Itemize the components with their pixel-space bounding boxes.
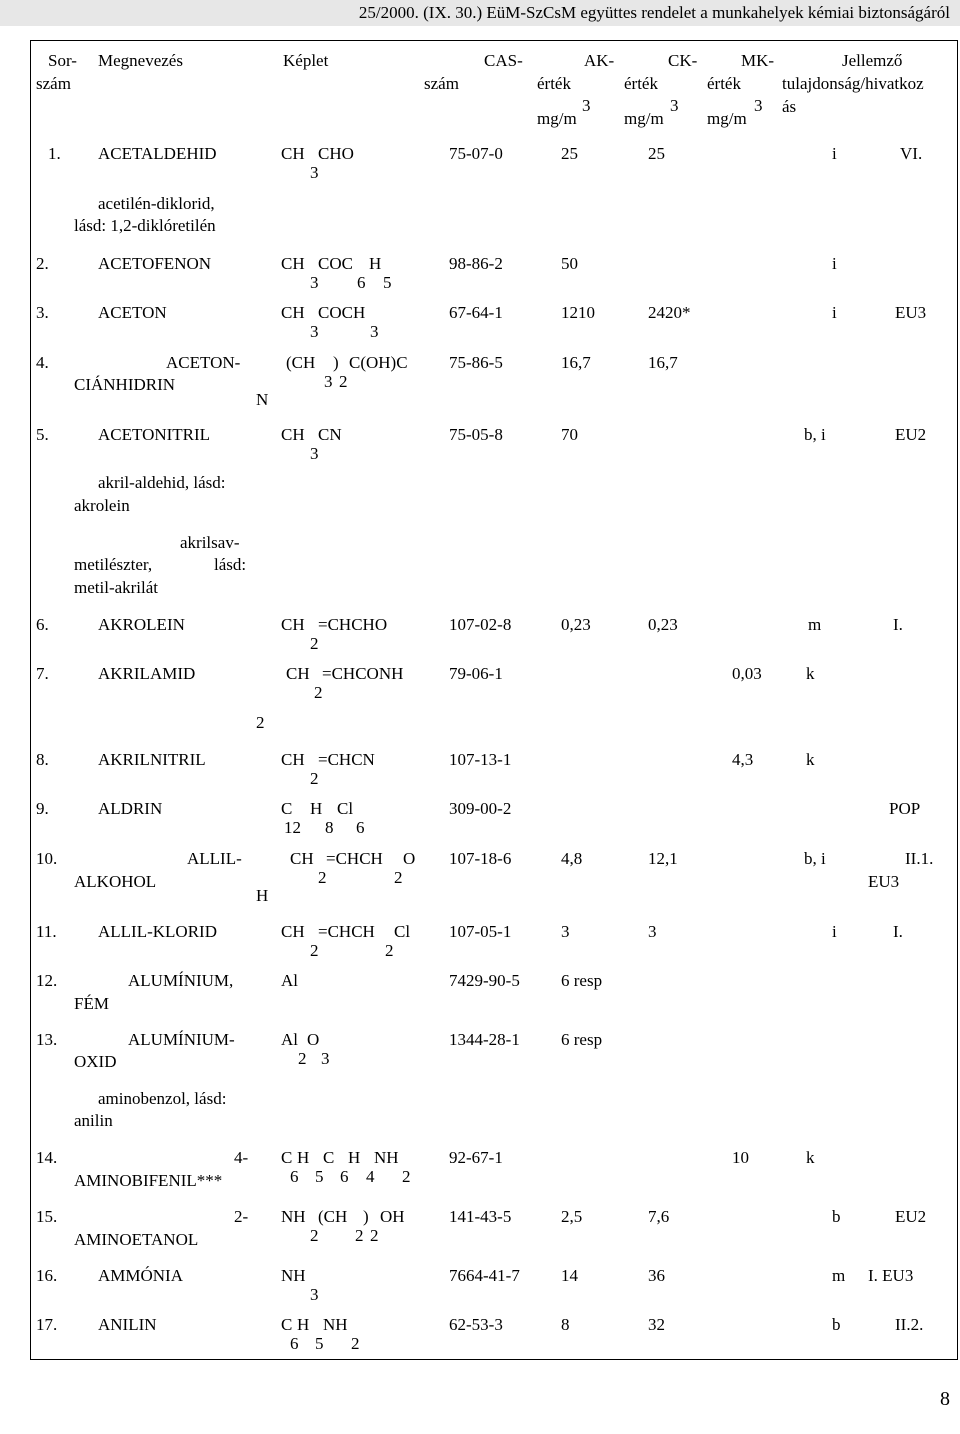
cas-number: 75-05-8 [449,425,503,444]
reference: EU3 [895,303,927,322]
ak-value: 50 [561,254,578,273]
formula-subscript: 2 [351,1334,360,1353]
reference: I. [893,615,903,634]
ak-value: 2,5 [561,1207,583,1226]
formula-part: CH [281,254,305,273]
formula-part: Cl [394,922,411,941]
formula-part: CH [281,303,305,322]
formula-part: C [281,799,293,818]
ak-value: 3 [561,922,570,941]
formula-subscript: 2 [310,769,319,788]
ak-value: 6 resp [561,971,603,990]
mk-value: i [832,303,837,322]
formula-subscript: 6 [357,273,366,292]
substance-name: ACETALDEHID [98,144,217,163]
substance-name: AKROLEIN [98,615,185,634]
formula-part: H [348,1148,361,1167]
formula-part: H [369,254,382,273]
formula-part: 2 [256,713,265,732]
col-ck-1: CK- [668,51,698,70]
formula-subscript: 2 [318,868,327,887]
cross-reference: metilészter, [74,555,153,574]
reference: II.2. [895,1315,924,1334]
row-number: 3. [36,303,49,322]
col-ck-2: érték [624,74,658,93]
cas-number: 62-53-3 [449,1315,503,1334]
formula-part: CH [281,425,305,444]
substance-name: AKRILNITRIL [98,750,206,769]
formula-part: H [297,1148,310,1167]
formula-subscript: 2 [402,1167,411,1186]
page-number: 8 [940,1388,950,1410]
col-cas-2: szám [424,74,459,93]
formula-part: =CHCH [326,849,383,868]
formula-subscript: 6 [340,1167,349,1186]
row-number: 17. [36,1315,58,1334]
ak-value: 14 [561,1266,578,1285]
row-number: 14. [36,1148,58,1167]
col-jellemzo-3: ás [782,97,797,116]
cas-number: 107-05-1 [449,922,512,941]
cas-number: 107-02-8 [449,615,512,634]
ck-value: 4,3 [732,750,754,769]
formula-part: CH [281,615,305,634]
substance-name: ALDRIN [98,799,163,818]
cas-number: 1344-28-1 [449,1030,520,1049]
row-number: 13. [36,1030,58,1049]
formula-subscript: 5 [315,1334,324,1353]
substance-name: ALLIL-KLORID [98,922,217,941]
substance-name: ALUMÍNIUM, [128,971,234,990]
ak-value: 8 [561,1315,570,1334]
formula-subscript: 2 [339,372,348,391]
formula-part: Al [281,971,298,990]
ck-value: 0,03 [732,664,762,683]
col-keplet: Képlet [283,51,329,70]
cross-reference: metil-akrilát [74,578,159,597]
ak-value: 70 [561,425,578,444]
formula-subscript: 5 [383,273,392,292]
ck-value: 25 [648,144,665,163]
row-number: 6. [36,615,49,634]
col-mk-1: MK- [741,51,775,70]
mk-value: b, i [804,425,826,444]
mk-value: k [806,1148,815,1167]
cas-number: 75-86-5 [449,353,503,372]
reference: I. EU3 [868,1266,914,1285]
mk-value: i [832,144,837,163]
formula-subscript: 4 [366,1167,375,1186]
mk-value: b [832,1207,841,1226]
col-jellemzo-2: tulajdonság/hivatkoz [782,74,924,93]
reference: POP [889,799,921,818]
formula-subscript: 2 [355,1226,364,1245]
cas-number: 107-18-6 [449,849,512,868]
ak-value: 25 [561,144,578,163]
formula-part: CH [281,144,305,163]
formula-subscript: 2 [310,634,319,653]
formula-part: CHO [318,144,354,163]
mk-value: m [832,1266,846,1285]
row-number: 1. [48,144,61,163]
row-number: 12. [36,971,58,990]
cas-number: 309-00-2 [449,799,512,818]
row-number: 16. [36,1266,58,1285]
row-number: 7. [36,664,49,683]
mk-value: k [806,664,815,683]
cas-number: 79-06-1 [449,664,503,683]
formula-part: CH [286,664,310,683]
substance-name: ACETON- [166,353,241,372]
cas-number: 7429-90-5 [449,971,520,990]
header-title: 25/2000. (IX. 30.) EüM-SzCsM együttes rendelet a munkahelyek kémiai biztonságáról [358,3,950,22]
formula-part: (CH [286,353,316,372]
formula-part: H [297,1315,310,1334]
cross-reference: akrilsav- [180,533,240,552]
cross-reference: lásd: [214,555,247,574]
formula-part: NH [323,1315,348,1334]
row-number: 2. [36,254,49,273]
cas-number: 67-64-1 [449,303,503,322]
row-number: 8. [36,750,49,769]
row-number: 9. [36,799,49,818]
ak-value: 4,8 [561,849,583,868]
formula-subscript: 5 [315,1167,324,1186]
formula-subscript: 2 [370,1226,379,1245]
formula-subscript: 3 [310,1285,319,1304]
ak-value: 0,23 [561,615,591,634]
substance-name: AKRILAMID [98,664,196,683]
formula-subscript: 2 [314,683,323,702]
ck-value: 7,6 [648,1207,670,1226]
formula-subscript: 2 [310,1226,319,1245]
formula-subscript: 3 [321,1049,330,1068]
formula-subscript: 3 [310,273,319,292]
col-cas-1: CAS- [484,51,523,70]
ck-value: 36 [648,1266,665,1285]
col-mk-2: érték [707,74,741,93]
ak-value: 6 resp [561,1030,603,1049]
formula-part: CH [281,750,305,769]
formula-subscript: 3 [310,322,319,341]
col-ck-sup: 3 [670,96,679,115]
mk-value: k [806,750,815,769]
substance-name: ANILIN [98,1315,157,1334]
row-number: 10. [36,849,58,868]
formula-subscript: 12 [284,818,301,837]
ck-value: 32 [648,1315,665,1334]
cas-number: 107-13-1 [449,750,512,769]
formula-part: C(OH)C [349,353,408,372]
formula-part: C [281,1148,293,1167]
formula-part: NH [281,1266,306,1285]
substance-name: 2- [234,1207,249,1226]
reference: EU2 [895,1207,927,1226]
substance-name: ALUMÍNIUM- [128,1030,235,1049]
substance-name: CIÁNHIDRIN [74,375,176,394]
ak-value: 16,7 [561,353,591,372]
formula-subscript: 2 [298,1049,307,1068]
substance-name: AMINOBIFENIL*** [74,1171,223,1190]
cas-number: 92-67-1 [449,1148,503,1167]
formula-part: N [256,390,269,409]
formula-subscript: 6 [356,818,365,837]
cross-reference: acetilén-diklorid, [98,194,215,213]
formula-subscript: 2 [394,868,403,887]
cross-reference: akril-aldehid, lásd: [98,473,226,492]
formula-part: =CHCONH [322,664,404,683]
ck-value: 0,23 [648,615,678,634]
formula-part: ) [363,1207,369,1226]
formula-part: O [403,849,416,868]
substance-name: 4- [234,1148,249,1167]
ck-value: 2420* [648,303,691,322]
col-jellemzo-1: Jellemző [842,51,903,70]
reference: EU2 [895,425,927,444]
formula-part: CN [318,425,342,444]
col-megnevezes: Megnevezés [98,51,183,70]
cross-reference: aminobenzol, lásd: [98,1089,227,1108]
substance-name: ACETON [98,303,167,322]
formula-part: ) [333,353,339,372]
formula-subscript: 2 [385,941,394,960]
ck-value: 12,1 [648,849,678,868]
substance-name: ALKOHOL [74,872,157,891]
mk-value: b, i [804,849,826,868]
col-ak-sup: 3 [582,96,591,115]
cas-number: 98-86-2 [449,254,503,273]
cross-reference: lásd: 1,2-diklóretilén [74,216,216,235]
formula-part: NH [374,1148,399,1167]
mk-value: i [832,922,837,941]
ck-value: 10 [732,1148,749,1167]
formula-part: H [256,886,269,905]
formula-part: =CHCHO [318,615,388,634]
formula-part: CH [281,922,305,941]
row-number: 5. [36,425,49,444]
formula-part: CH [290,849,314,868]
substance-name: ACETOFENON [98,254,212,273]
cas-number: 141-43-5 [449,1207,512,1226]
cross-reference: anilin [74,1111,113,1130]
col-sorszam-2: szám [36,74,71,93]
formula-part: O [307,1030,320,1049]
row-number: 15. [36,1207,58,1226]
cas-number: 75-07-0 [449,144,503,163]
formula-subscript: 6 [290,1167,299,1186]
formula-subscript: 3 [310,163,319,182]
ck-value: 3 [648,922,657,941]
reference: II.1. [905,849,934,868]
row-number: 4. [36,353,49,372]
mk-value: m [808,615,822,634]
formula-part: COC [318,254,353,273]
row-number: 11. [36,922,57,941]
mk-value: i [832,254,837,273]
formula-part: H [310,799,323,818]
substance-name: AMMÓNIA [98,1266,183,1285]
reference: I. [893,922,903,941]
mk-value: b [832,1315,841,1334]
substance-name: ACETONITRIL [98,425,211,444]
formula-part: OH [380,1207,405,1226]
col-ak-1: AK- [584,51,615,70]
formula-subscript: 3 [324,372,333,391]
col-sorszam-1: Sor- [48,51,77,70]
formula-part: Cl [337,799,354,818]
col-mk-sup: 3 [754,96,763,115]
formula-subscript: 3 [370,322,379,341]
formula-part: C [323,1148,335,1167]
ak-value: 1210 [561,303,595,322]
col-mk-3: mg/m [707,109,747,128]
formula-part: NH [281,1207,306,1226]
reference: VI. [900,144,923,163]
col-ak-3: mg/m [537,109,577,128]
substance-name: AMINOETANOL [74,1230,199,1249]
formula-part: COCH [318,303,366,322]
formula-subscript: 6 [290,1334,299,1353]
formula-subscript: 8 [325,818,334,837]
ck-value: 16,7 [648,353,678,372]
reference: EU3 [868,872,900,891]
cas-number: 7664-41-7 [449,1266,520,1285]
page-header [0,0,960,26]
formula-part: =CHCN [318,750,375,769]
col-ak-2: érték [537,74,571,93]
cross-reference: akrolein [74,496,130,515]
formula-part: C [281,1315,293,1334]
formula-part: Al [281,1030,298,1049]
formula-subscript: 3 [310,444,319,463]
formula-part: (CH [318,1207,348,1226]
col-ck-3: mg/m [624,109,664,128]
substance-name: FÉM [74,994,109,1013]
formula-subscript: 2 [310,941,319,960]
formula-part: =CHCH [318,922,375,941]
substance-name: OXID [74,1052,117,1071]
substance-name: ALLIL- [187,849,242,868]
